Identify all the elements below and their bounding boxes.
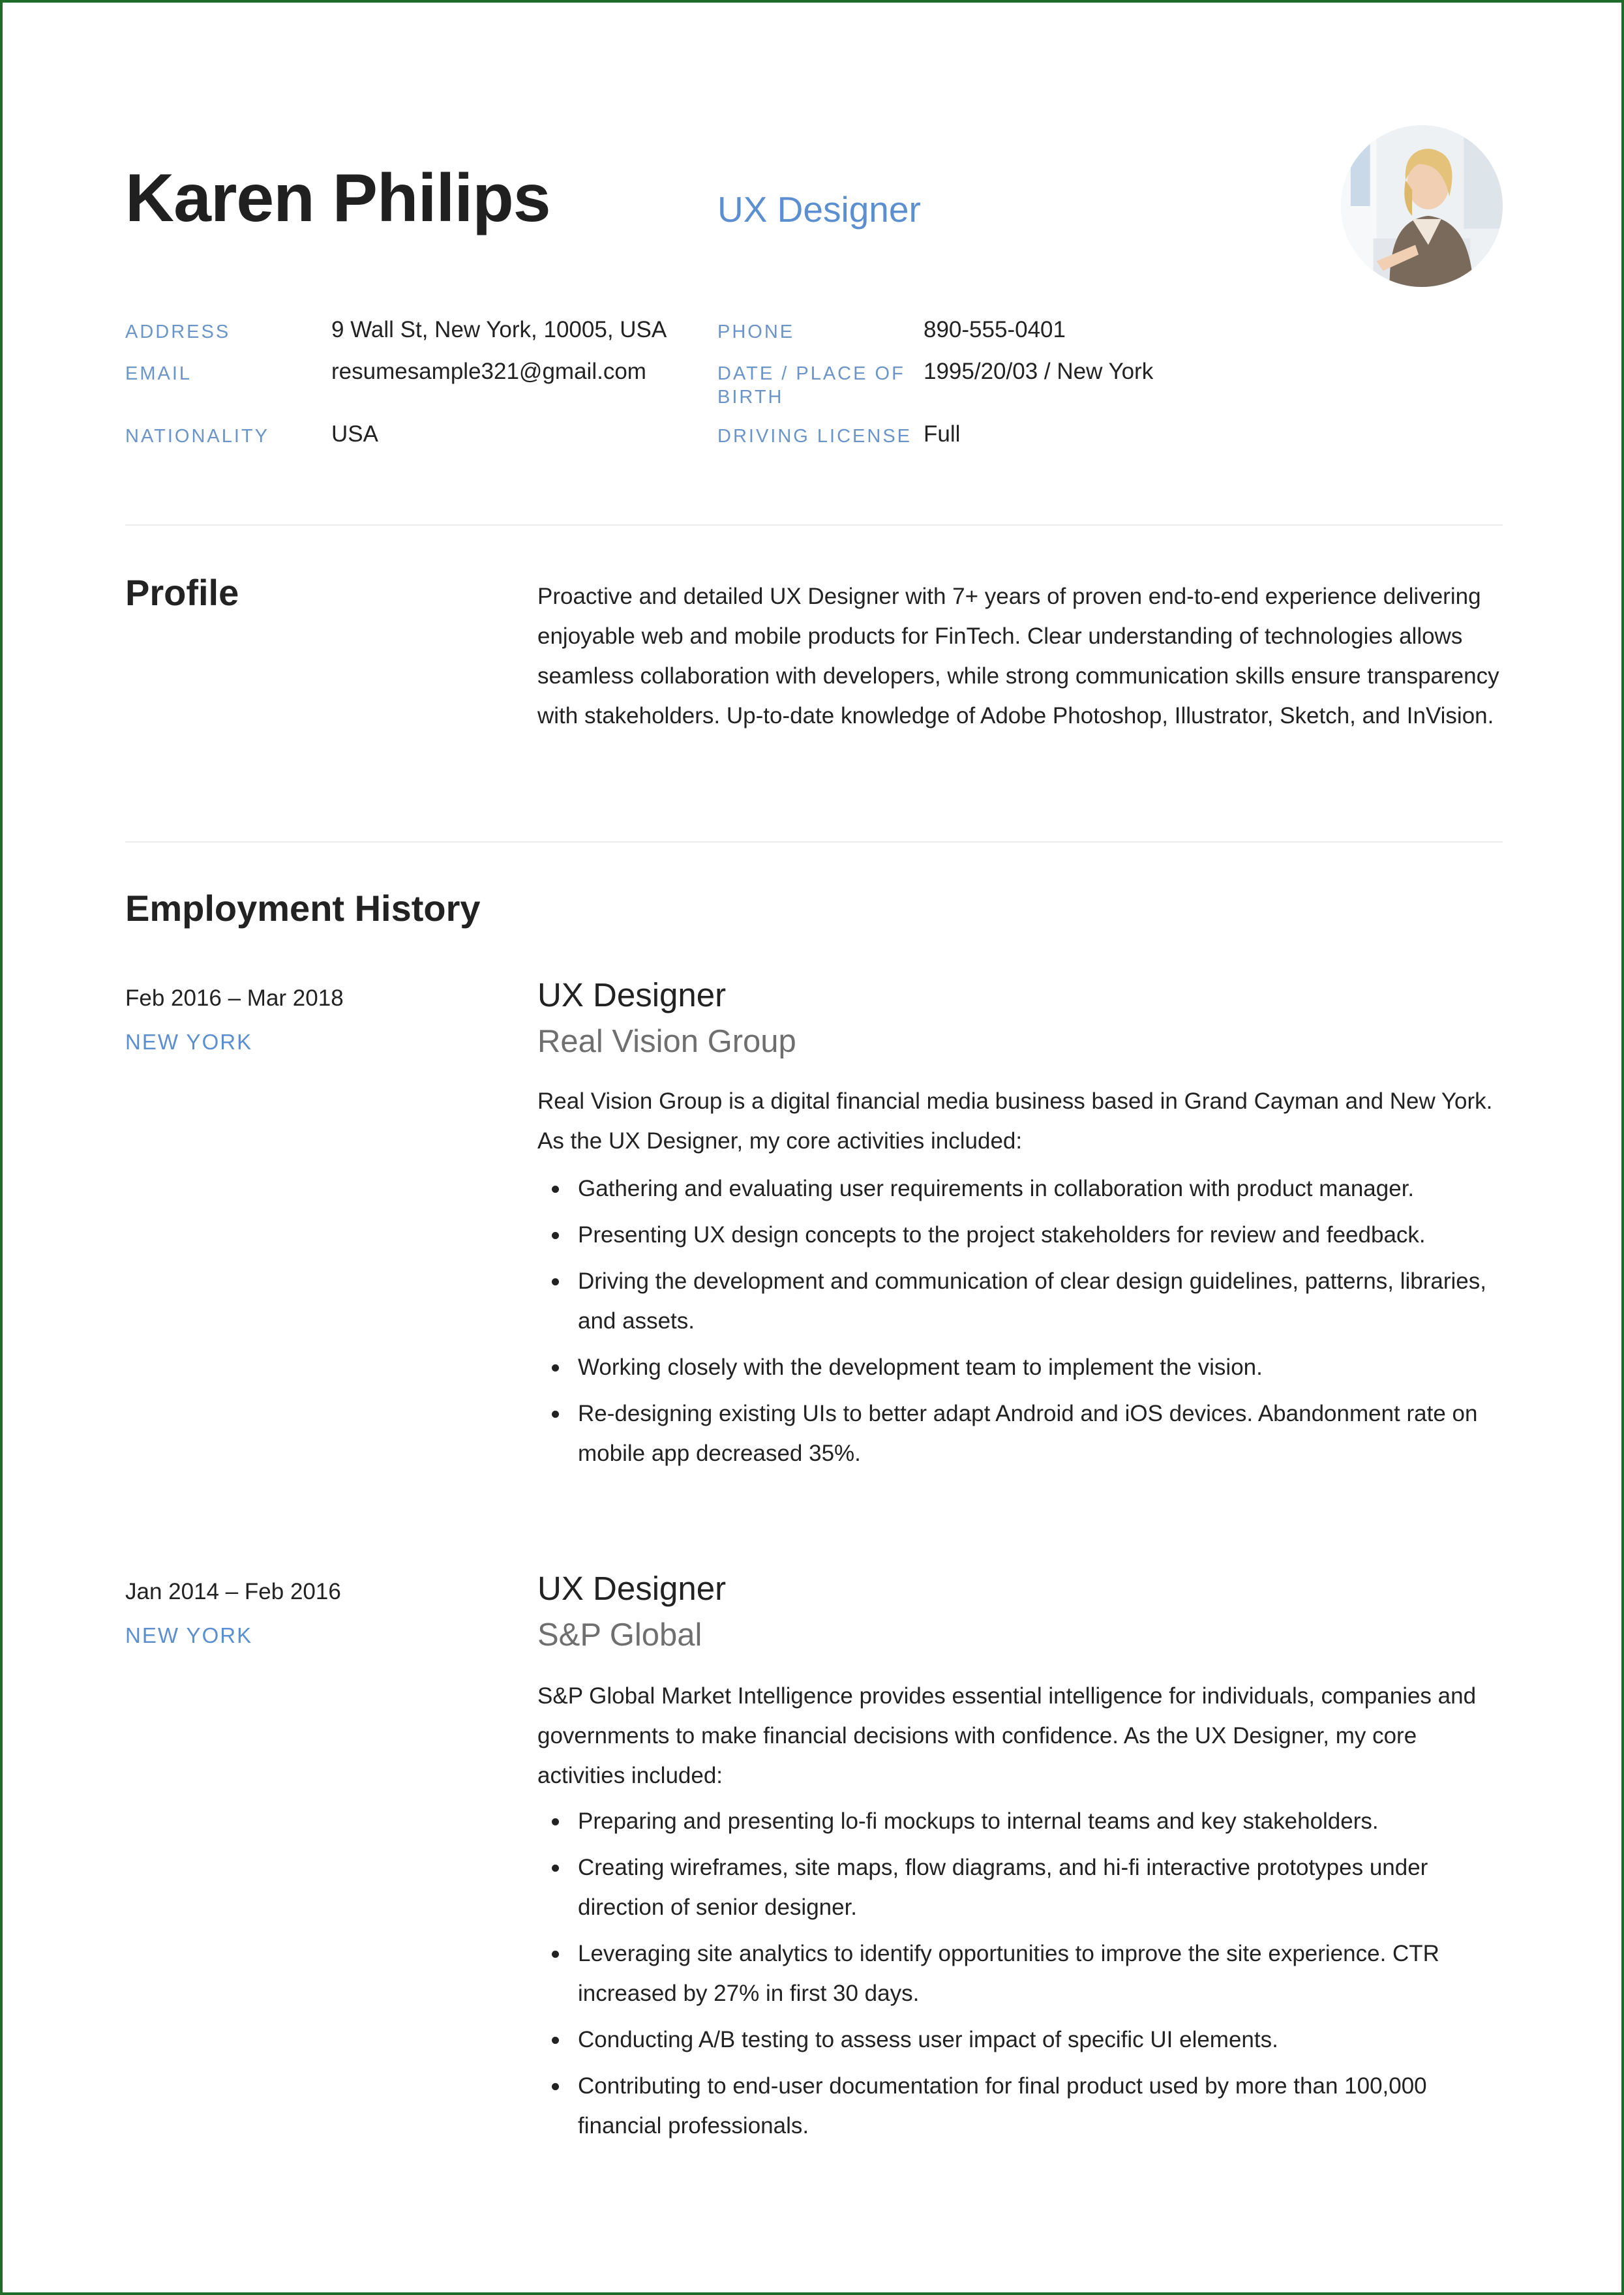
profile-text: Proactive and detailed UX Designer with 7+ years of proven end-to-end experience delivering enjoyable web and mobile products for FinTech. Clear understanding of technologies allows seamless collaboration with developers, while strong communication skills ensure transparency with stakeholders. Up-to-date knowledge of Adobe Photoshop, Illustrator, Sketch, and InVision. (537, 584, 1499, 728)
job-title: UX Designer (537, 976, 727, 1013)
job-dates: Jan 2014 – Feb 2016 (125, 1579, 341, 1604)
bullet-icon (552, 1232, 559, 1239)
job-bullet (537, 1347, 1509, 1387)
profile-heading: Profile (125, 572, 239, 613)
divider (125, 524, 1503, 526)
divider (125, 841, 1503, 843)
bullet-icon (552, 1364, 559, 1372)
job-bullet-list (537, 1801, 1509, 2152)
job-bullet (537, 1394, 1509, 1473)
job-description: S&P Global Market Intelligence provides essential intelligence for individuals, companies and governments to make financial decisions with confidence. As the UX Designer, my core activities included: (537, 1683, 1477, 1788)
avatar (1341, 125, 1503, 287)
bullet-icon (552, 1951, 559, 1958)
job-title: UX Designer (537, 1570, 727, 1607)
job-bullet (537, 1215, 1509, 1255)
job-company: Real Vision Group (537, 1024, 796, 1059)
job-bullet-text: Working closely with the development team to implement the vision. (578, 1355, 1263, 1380)
bullet-icon (552, 1865, 559, 1872)
birth-value: 1995/20/03 / New York (924, 359, 1154, 384)
job-bullet-text: Re-designing existing UIs to better adapt Android and iOS devices. Abandonment rate on mobile app decreased 35%. (578, 1401, 1478, 1466)
bullet-icon (552, 1186, 559, 1193)
job-bullet-text: Gathering and evaluating user requirements in collaboration with product manager. (578, 1176, 1415, 1201)
job-bullet-text: Contributing to end-user documentation for final product used by more than 100,000 financial professionals. (578, 2073, 1427, 2138)
job-bullet-list (537, 1169, 1509, 1480)
bullet-icon (552, 2037, 559, 2044)
resume-page (3, 3, 1621, 2292)
phone-label: PHONE (717, 322, 795, 342)
job-bullet (537, 2020, 1509, 2060)
job-bullet-text: Leveraging site analytics to identify opportunities to improve the site experience. CTR increased by 27% in first 30 days. (578, 1941, 1439, 2006)
job-dates: Feb 2016 – Mar 2018 (125, 985, 344, 1011)
bullet-icon (552, 2083, 559, 2090)
job-bullet (537, 1169, 1509, 1208)
address-value: 9 Wall St, New York, 10005, USA (331, 317, 667, 342)
license-label: DRIVING LICENSE (717, 426, 912, 447)
job-bullet (537, 1801, 1509, 1841)
bullet-icon (552, 1411, 559, 1418)
birth-label-line2: BIRTH (717, 387, 784, 408)
employment-heading: Employment History (125, 888, 481, 929)
phone-value: 890-555-0401 (924, 317, 1066, 342)
email-label: EMAIL (125, 363, 192, 384)
job-bullet (537, 1934, 1509, 2013)
email-value: resumesample321@gmail.com (331, 359, 646, 384)
job-company: S&P Global (537, 1617, 702, 1653)
job-bullet-text: Presenting UX design concepts to the project stakeholders for review and feedback. (578, 1222, 1426, 1248)
job-bullet-text: Creating wireframes, site maps, flow diagrams, and hi-fi interactive prototypes under direction of senior designer. (578, 1855, 1428, 1920)
profile-photo-icon (1341, 125, 1503, 287)
job-bullet (537, 1261, 1509, 1341)
job-bullet-text: Conducting A/B testing to assess user impact of specific UI elements. (578, 2027, 1278, 2052)
candidate-name: Karen Philips (125, 160, 550, 236)
candidate-title: UX Designer (717, 189, 921, 230)
job-bullet (537, 2066, 1509, 2146)
job-city: NEW YORK (125, 1030, 253, 1054)
nationality-value: USA (331, 421, 378, 447)
job-description: Real Vision Group is a digital financial media business based in Grand Cayman and New York. As the UX Designer, my core activities included: (537, 1088, 1493, 1154)
bullet-icon (552, 1818, 559, 1825)
bullet-icon (552, 1278, 559, 1285)
job-city: NEW YORK (125, 1623, 253, 1647)
birth-label-line1: DATE / PLACE OF (717, 363, 905, 384)
address-label: ADDRESS (125, 322, 231, 342)
job-bullet-text: Preparing and presenting lo-fi mockups to internal teams and key stakeholders. (578, 1808, 1379, 1834)
job-bullet-text: Driving the development and communication of clear design guidelines, patterns, libraries, and assets. (578, 1268, 1486, 1334)
job-bullet (537, 1848, 1509, 1927)
license-value: Full (924, 421, 961, 447)
nationality-label: NATIONALITY (125, 426, 269, 447)
